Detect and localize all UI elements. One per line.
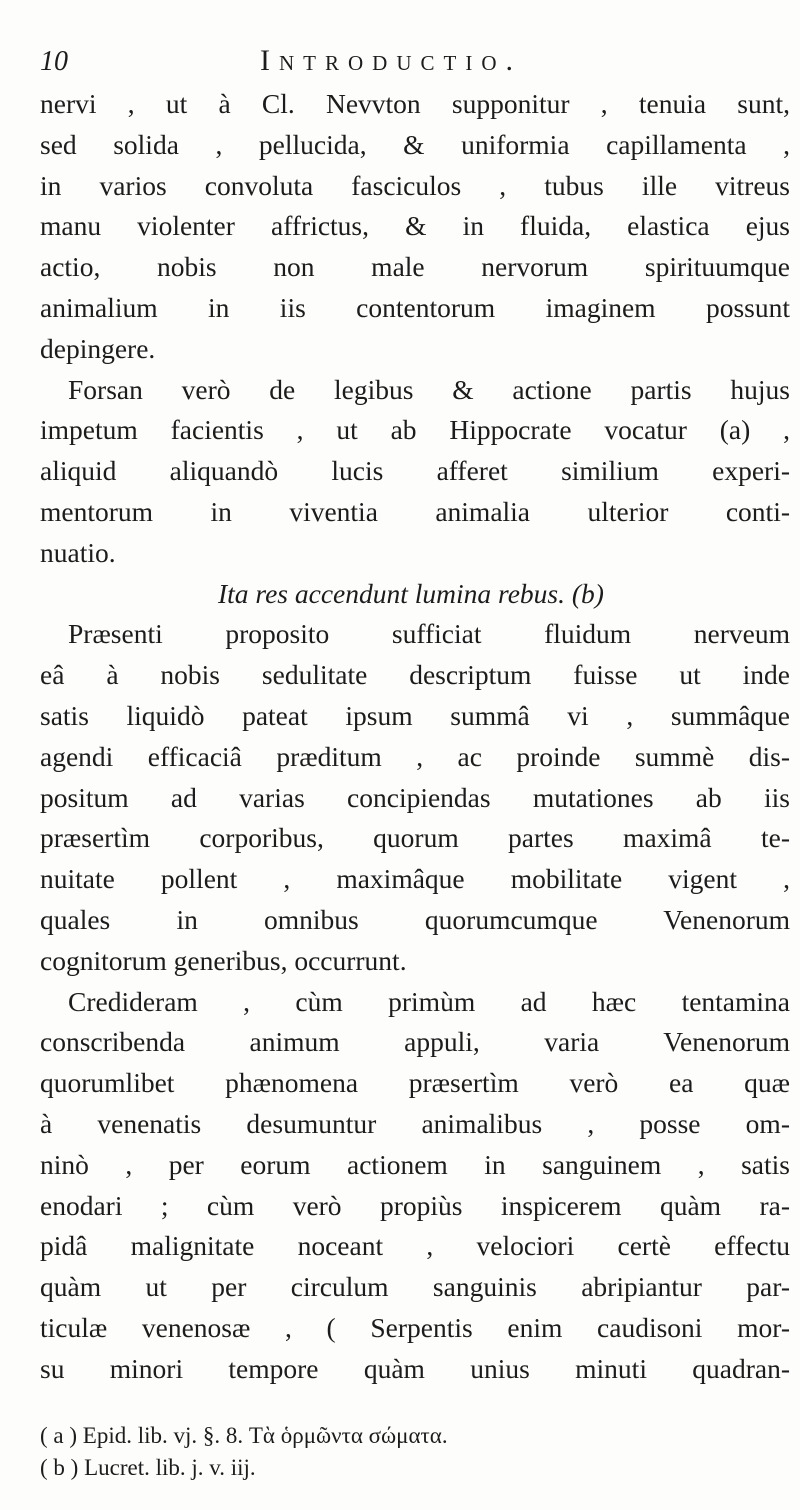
footnotes [40,1420,790,1484]
text-line: conscribenda animum appuli, varia Venenorum [40,1026,790,1058]
text-line: præsertìm corporibus, quorum partes maximâ te- [40,822,790,854]
verse-quote-line: Ita res accendunt lumina rebus. (b) [218,577,604,609]
text-line: sed solida , pellucida, & uniformia capillamenta , [40,128,790,160]
text-line: depingere. [40,332,156,364]
text-line: quales in omnibus quorumcumque Venenorum [40,903,790,935]
text-line: nuatio. [40,536,116,568]
text-line: Forsan verò de legibus & actione partis hujus [68,373,790,405]
text-line: manu violenter affrictus, & in fluida, elastica ejus [40,210,790,242]
text-line: mentorum in viventia animalia ulterior conti- [40,495,790,527]
running-title: Introductio. [260,44,522,77]
text-line: satis liquidò pateat ipsum summâ vi , summâque [40,699,790,731]
body-text [40,84,790,1390]
text-line: su minori tempore quàm unius minuti quadran- [40,1352,790,1384]
footnote: ( a ) Epid. lib. vj. §. 8. Τὰ ὁρμῶντα σώματα. [40,1423,448,1448]
text-line: aliquid aliquandò lucis afferet similium experi- [40,455,790,487]
text-line: cognitorum generibus, occurrunt. [40,944,407,976]
text-line: nervi , ut à Cl. Nevvton supponitur , tenuia sunt, [40,88,790,119]
text-line: animalium in iis contentorum imaginem possunt [40,291,790,323]
running-head [40,44,790,84]
text-line: eâ à nobis sedulitate descriptum fuisse ut inde [40,659,790,691]
text-line: Præsenti proposito sufficiat fluidum nerveum [68,618,790,650]
footnote: ( b ) Lucret. lib. j. v. iij. [40,1455,256,1480]
text-line: à venenatis desumuntur animalibus , posse om- [40,1107,790,1139]
text-line: Credideram , cùm primùm ad hæc tentamina [68,985,790,1017]
text-line: ticulæ venenosæ , ( Serpentis enim caudisoni mor- [40,1311,790,1343]
page-number: 10 [40,46,68,77]
text-line: in varios convoluta fasciculos , tubus ille vitreus [40,169,790,201]
text-line: pidâ malignitate noceant , velociori certè effectu [40,1230,790,1262]
text-line: impetum facientis , ut ab Hippocrate vocatur (a) , [40,414,790,446]
text-line: enodari ; cùm verò propiùs inspicerem quàm ra- [40,1189,790,1221]
text-line: positum ad varias concipiendas mutationes ab iis [40,781,790,813]
text-line: ninò , per eorum actionem in sanguinem , satis [40,1148,790,1180]
text-line: actio, nobis non male nervorum spirituumque [40,251,790,283]
text-line: quàm ut per circulum sanguinis abripiantur par- [40,1271,790,1303]
text-line: nuitate pollent , maximâque mobilitate vigent , [40,863,790,895]
text-line: agendi efficaciâ præditum , ac proinde summè dis- [40,740,790,772]
text-line: quorumlibet phænomena præsertìm verò ea quæ [40,1067,790,1099]
